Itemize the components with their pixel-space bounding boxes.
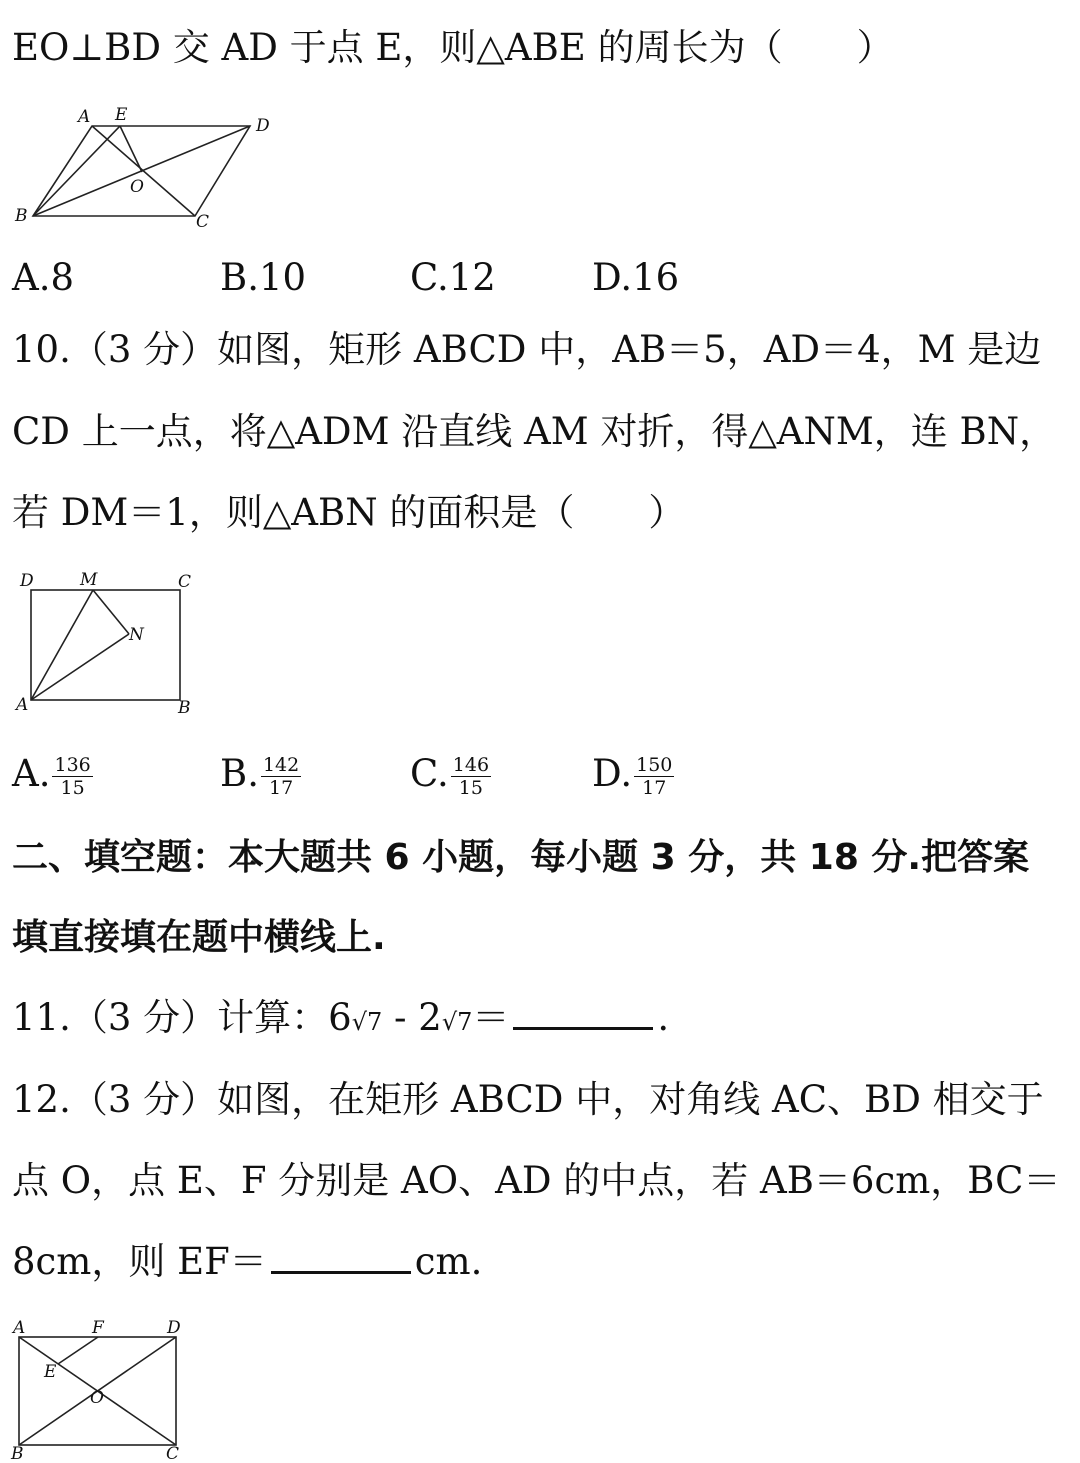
label-c: C — [196, 212, 210, 232]
label-e: E — [115, 105, 128, 125]
label-d: D — [256, 116, 270, 136]
q11-end: . — [657, 996, 670, 1039]
label-b: B — [11, 1444, 24, 1463]
q11-line — [12, 996, 669, 1044]
q12-line-1: 12.（3 分）如图，在矩形 ABCD 中，对角线 AC、BD 相交于 — [12, 1078, 1044, 1121]
q9-option-d: D.16 — [592, 256, 680, 299]
q9-parallelogram-figure — [0, 100, 300, 235]
option-letter: B. — [220, 752, 259, 795]
q12-rectangle-figure — [0, 1315, 200, 1463]
label-c: C — [166, 1444, 180, 1463]
segment-be — [33, 126, 120, 216]
segment-eo — [120, 126, 142, 172]
label-b: B — [178, 698, 191, 718]
label-c: C — [178, 572, 192, 592]
label-e: E — [44, 1362, 57, 1382]
label-n: N — [129, 625, 144, 645]
q12-line-2: 点 O，点 E、F 分别是 AO、AD 的中点，若 AB＝6cm，BC＝ — [12, 1159, 1061, 1202]
sqrt-7-second: √7 — [441, 1008, 473, 1036]
denominator: 15 — [60, 777, 85, 799]
label-d: D — [167, 1318, 181, 1338]
q9-option-c: C.12 — [410, 256, 496, 299]
q10-line-1: 10.（3 分）如图，矩形 ABCD 中，AB＝5，AD＝4，M 是边 — [12, 328, 1042, 371]
numerator: 146 — [452, 754, 490, 776]
q12-line-3 — [12, 1240, 482, 1284]
label-d: D — [20, 571, 34, 591]
segment-am — [31, 590, 93, 700]
q9-option-a: A.8 — [12, 256, 75, 299]
denominator: 17 — [268, 777, 294, 799]
numerator: 142 — [262, 754, 300, 776]
q12-line-3-suffix: cm. — [414, 1240, 483, 1283]
label-a: A — [78, 107, 91, 127]
q11-answer-blank[interactable] — [513, 997, 653, 1030]
label-o: O — [90, 1388, 104, 1408]
q10-option-d — [592, 752, 674, 799]
q11-equals: ＝ — [472, 996, 510, 1039]
q10-line-3: 若 DM＝1，则△ABN 的面积是（ ） — [12, 491, 686, 534]
q9-option-b: B.10 — [220, 256, 307, 299]
q9-stem-tail: EO⊥BD 交 AD 于点 E，则△ABE 的周长为（ ） — [12, 26, 894, 69]
q10-line-2: CD 上一点，将△ADM 沿直线 AM 对折，得△ANM，连 BN， — [12, 410, 1057, 453]
label-f: F — [92, 1318, 104, 1338]
fraction — [52, 754, 92, 799]
option-letter: C. — [410, 752, 449, 795]
q10-option-c — [410, 752, 491, 799]
label-b: B — [15, 206, 28, 226]
section-2-heading-line-1: 二、填空题：本大题共 6 小题，每小题 3 分，共 18 分.把答案 — [12, 837, 1030, 878]
q10-rectangle-figure — [0, 568, 210, 718]
sqrt-7-first: √7 — [351, 1008, 383, 1036]
label-a: A — [13, 1318, 26, 1338]
q10-option-a — [12, 752, 93, 799]
fraction — [451, 754, 491, 799]
option-letter: A. — [12, 752, 51, 795]
q11-middle: - 2 — [382, 996, 442, 1039]
label-o: O — [130, 177, 144, 197]
denominator: 15 — [458, 777, 483, 799]
q12-answer-blank[interactable] — [271, 1241, 411, 1274]
segment-an — [31, 634, 129, 700]
q12-line-3-prefix: 8cm，则 EF＝ — [12, 1240, 267, 1283]
fraction — [634, 754, 674, 799]
denominator: 17 — [642, 777, 667, 799]
numerator: 136 — [54, 754, 91, 776]
fraction — [261, 754, 301, 799]
section-2-heading-line-2: 填直接填在题中横线上. — [12, 917, 386, 958]
q10-option-b — [220, 752, 301, 799]
q11-prefix: 11.（3 分）计算：6 — [12, 996, 352, 1039]
numerator: 150 — [636, 754, 673, 776]
label-a: A — [16, 695, 29, 715]
segment-ef — [58, 1337, 98, 1364]
segment-mn — [93, 590, 129, 634]
option-letter: D. — [592, 752, 633, 795]
label-m: M — [80, 570, 98, 590]
